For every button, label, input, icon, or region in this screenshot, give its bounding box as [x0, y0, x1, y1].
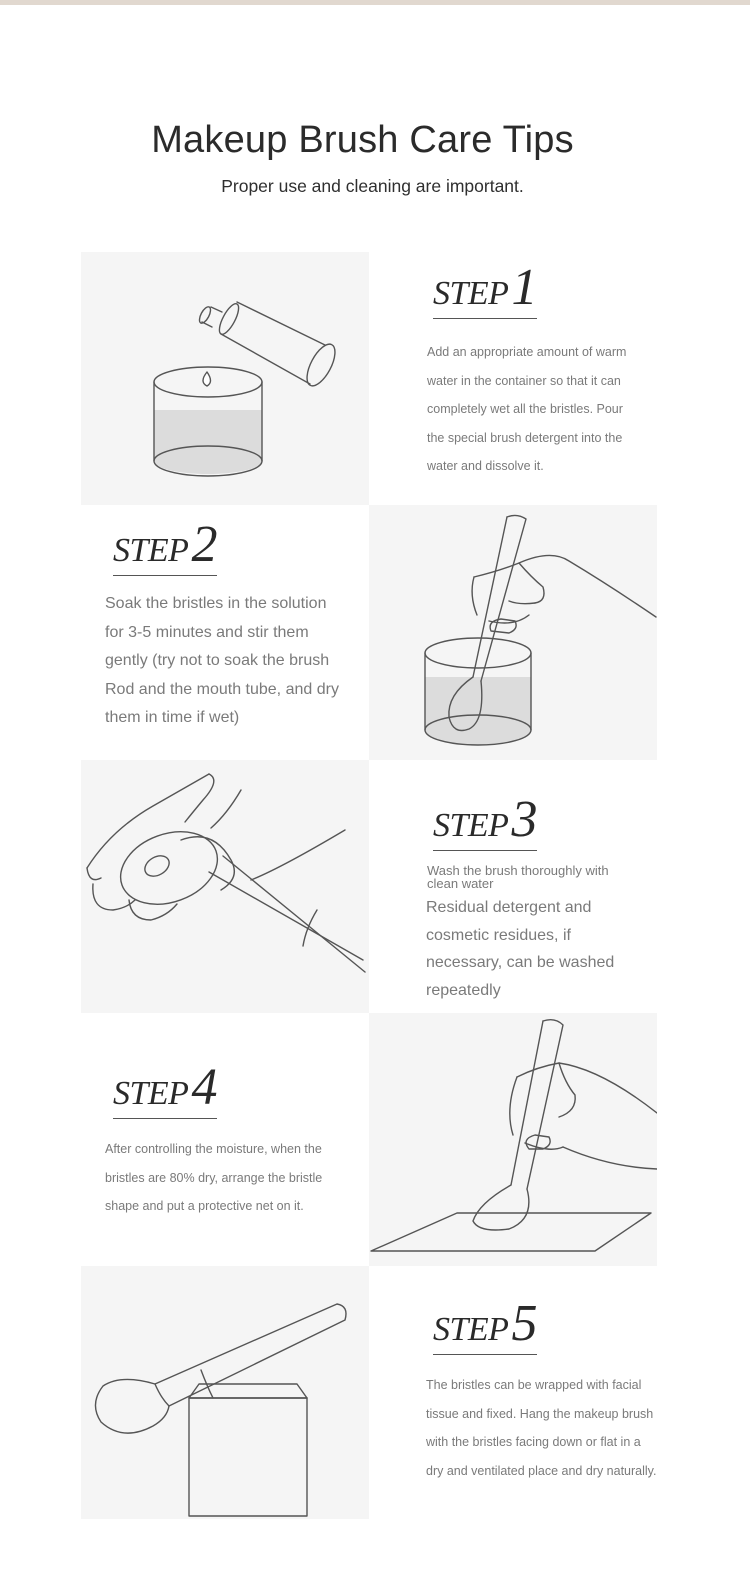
step5-label: STEP	[433, 1311, 509, 1348]
step3-label: STEP	[433, 807, 509, 844]
step5-illustration	[81, 1266, 369, 1519]
step1-heading	[433, 258, 537, 319]
step5-heading	[433, 1294, 537, 1355]
step2-label: STEP	[113, 532, 189, 569]
page-title: Makeup Brush Care Tips	[151, 119, 574, 162]
step3-description: Wash the brush thoroughly with clean water	[427, 863, 609, 891]
step3-heading	[433, 790, 537, 851]
step1-description: Add an appropriate amount of warm water in the container so that it can completely wet all the bristles. Pour the special brush detergent into the water and dissolve it.	[427, 345, 627, 473]
step4-description: After controlling the moisture, when the bristles are 80% dry, arrange the bristle shape and put a protective net on it.	[105, 1142, 323, 1213]
step3-extra-description: Residual detergent and cosmetic residues, if necessary, can be washed repeatedly	[426, 899, 615, 999]
page-subtitle: Proper use and cleaning are important.	[221, 176, 524, 196]
step4-label: STEP	[113, 1075, 189, 1112]
step1-label: STEP	[433, 275, 509, 312]
step1-illustration	[81, 252, 369, 505]
step3-number: 3	[511, 791, 538, 848]
step4-illustration	[369, 1013, 657, 1266]
step4-number: 4	[191, 1059, 218, 1116]
step5-description: The bristles can be wrapped with facial tissue and fixed. Hang the makeup brush with the bristles facing down or flat in a dry and ventilated place and dry naturally.	[426, 1378, 657, 1478]
step2-heading	[113, 515, 217, 576]
step3-illustration	[81, 760, 369, 1013]
step2-illustration	[369, 505, 657, 760]
step4-heading	[113, 1058, 217, 1119]
step1-number: 1	[511, 259, 538, 316]
step2-description: Soak the bristles in the solution for 3-5 minutes and stir them gently (try not to soak the brush Rod and the mouth tube, and dry them in time if wet)	[105, 595, 339, 727]
step2-number: 2	[191, 516, 218, 573]
top-accent-bar	[0, 0, 750, 5]
step5-number: 5	[511, 1295, 538, 1352]
